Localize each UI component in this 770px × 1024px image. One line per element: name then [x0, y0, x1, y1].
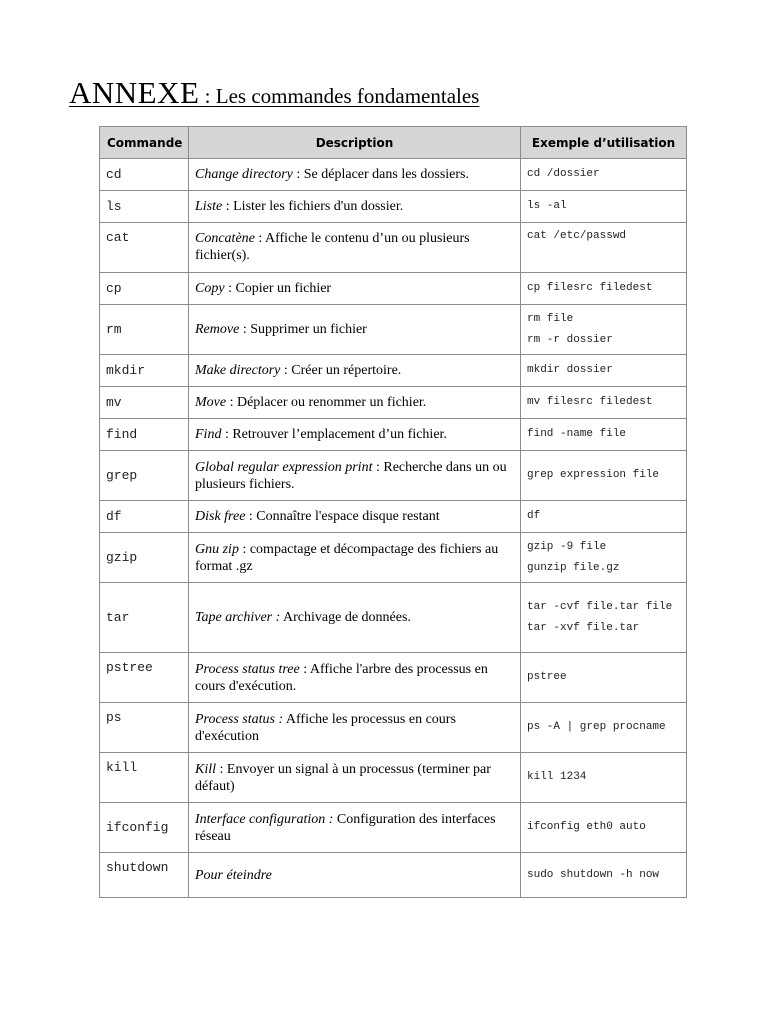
description-text: Archivage de données. — [280, 610, 411, 625]
description-term: Remove — [195, 322, 240, 337]
example-cell — [521, 387, 687, 419]
example-line: grep expression file — [527, 469, 660, 481]
example-cell — [521, 191, 687, 223]
example-line: ifconfig eth0 auto — [527, 821, 646, 833]
description-text: : Créer un répertoire. — [280, 363, 402, 378]
description-text: : Recherche dans un ou plusieurs fichiers. — [195, 459, 507, 492]
description-text: : Déplacer ou renommer un fichier. — [226, 395, 427, 410]
description-cell — [189, 223, 521, 273]
description-cell — [189, 159, 521, 191]
example-line: sudo shutdown -h now — [527, 868, 660, 881]
description-text: Configuration des interfaces réseau — [195, 811, 496, 844]
example-cell — [521, 501, 687, 533]
title-main: ANNEXE — [69, 75, 200, 110]
command-cell: cat — [100, 223, 189, 273]
description-text: : Connaître l'espace disque restant — [245, 509, 440, 524]
example-line: rm file — [527, 312, 574, 325]
example-cell — [521, 803, 687, 853]
table-row — [100, 273, 687, 305]
example-line: rm -r dossier — [527, 333, 613, 346]
command-cell: ps — [100, 703, 189, 753]
example-cell — [521, 273, 687, 305]
description-term: Tape archiver : — [195, 610, 281, 625]
description-cell — [189, 653, 521, 703]
example-line: tar -cvf file.tar file — [527, 600, 673, 613]
table-row — [100, 653, 687, 703]
description-cell — [189, 753, 521, 803]
table-row — [100, 223, 687, 273]
example-line: gunzip file.gz — [527, 561, 620, 574]
description-cell — [189, 305, 521, 355]
description-term: Find — [195, 427, 222, 442]
description-cell — [189, 501, 521, 533]
command-cell: find — [100, 419, 189, 451]
example-line: tar -xvf file.tar — [527, 621, 640, 634]
description-term: Global regular expression print — [195, 459, 373, 475]
description-term: Process status tree — [195, 661, 300, 677]
example-line: gzip -9 file — [527, 540, 607, 553]
command-cell: cp — [100, 273, 189, 305]
description-term: Copy — [195, 281, 225, 296]
description-text: : Affiche l'arbre des processus en cours d'exécution. — [195, 661, 488, 694]
command-cell: gzip — [100, 533, 189, 583]
description-cell — [189, 419, 521, 451]
description-text: : Affiche le contenu d’un ou plusieurs fichier(s). — [195, 231, 470, 263]
command-cell: tar — [100, 583, 189, 653]
example-line: ps -A | grep procname — [527, 721, 666, 733]
example-cell — [521, 355, 687, 387]
example-line: cat /etc/passwd — [527, 230, 627, 242]
table-row — [100, 191, 687, 223]
example-line: cd /dossier — [527, 168, 600, 180]
description-term: Kill — [195, 761, 217, 777]
description-term: Change directory — [195, 167, 293, 182]
command-cell: kill — [100, 753, 189, 803]
table-row — [100, 159, 687, 191]
command-cell: cd — [100, 159, 189, 191]
example-cell — [521, 753, 687, 803]
table-header-row — [100, 127, 687, 159]
table-row — [100, 501, 687, 533]
example-line: pstree — [527, 671, 567, 683]
description-text: : Lister les fichiers d'un dossier. — [222, 199, 404, 214]
command-cell: ls — [100, 191, 189, 223]
page-title — [69, 74, 479, 111]
table-row — [100, 803, 687, 853]
description-term: Move — [195, 395, 227, 410]
header-exemple: Exemple d’utilisation — [521, 127, 687, 159]
command-cell: df — [100, 501, 189, 533]
description-term: Concatène — [195, 231, 255, 246]
example-line: find -name file — [527, 428, 627, 440]
table-row — [100, 387, 687, 419]
example-line: ls -al — [527, 200, 567, 212]
table-row — [100, 753, 687, 803]
description-text: : Copier un fichier — [224, 281, 332, 296]
description-cell — [189, 355, 521, 387]
example-cell — [521, 305, 687, 355]
description-text: : Retrouver l’emplacement d’un fichier. — [221, 427, 447, 442]
example-line: df — [527, 510, 541, 522]
title-subtitle: Les commandes fondamentales — [215, 84, 480, 108]
table-row — [100, 533, 687, 583]
description-term: Interface configuration : — [195, 811, 334, 827]
example-cell — [521, 703, 687, 753]
description-cell — [189, 583, 521, 653]
description-cell — [189, 533, 521, 583]
table-row — [100, 853, 687, 898]
description-cell — [189, 853, 521, 898]
table-row — [100, 355, 687, 387]
description-text: Affiche les processus en cours d'exécution — [195, 711, 456, 744]
description-text: : Se déplacer dans les dossiers. — [292, 167, 469, 182]
example-line: cp filesrc filedest — [527, 282, 653, 294]
description-text: : compactage et décompactage des fichiers au format .gz — [195, 541, 499, 574]
example-line: mv filesrc filedest — [527, 396, 653, 408]
command-cell: grep — [100, 451, 189, 501]
description-cell — [189, 273, 521, 305]
table-row — [100, 703, 687, 753]
description-term: Pour éteindre — [195, 867, 272, 883]
command-cell: pstree — [100, 653, 189, 703]
description-term: Process status : — [195, 711, 284, 727]
description-term: Liste — [195, 199, 223, 214]
example-line: mkdir dossier — [527, 364, 613, 376]
commands-table — [99, 126, 687, 898]
command-cell: mkdir — [100, 355, 189, 387]
example-cell — [521, 419, 687, 451]
header-description: Description — [189, 127, 521, 159]
table-row — [100, 305, 687, 355]
command-cell: rm — [100, 305, 189, 355]
example-cell — [521, 159, 687, 191]
example-cell — [521, 653, 687, 703]
example-cell — [521, 223, 687, 273]
example-line: kill 1234 — [527, 771, 587, 783]
description-cell — [189, 451, 521, 501]
description-text: : Envoyer un signal à un processus (terminer par défaut) — [195, 761, 491, 794]
header-commande: Commande — [100, 127, 189, 159]
description-cell — [189, 703, 521, 753]
description-cell — [189, 803, 521, 853]
description-term: Disk free — [195, 509, 246, 524]
example-cell — [521, 533, 687, 583]
example-cell — [521, 583, 687, 653]
example-cell — [521, 853, 687, 898]
description-term: Make directory — [195, 363, 281, 378]
description-cell — [189, 387, 521, 419]
description-cell — [189, 191, 521, 223]
command-cell: ifconfig — [100, 803, 189, 853]
title-separator: : — [199, 84, 216, 108]
table-row — [100, 419, 687, 451]
command-cell: shutdown — [100, 853, 189, 898]
description-term: Gnu zip — [195, 541, 239, 557]
table-row — [100, 583, 687, 653]
table-body — [100, 159, 687, 898]
example-cell — [521, 451, 687, 501]
table-row — [100, 451, 687, 501]
description-text: : Supprimer un fichier — [239, 322, 367, 337]
command-cell: mv — [100, 387, 189, 419]
